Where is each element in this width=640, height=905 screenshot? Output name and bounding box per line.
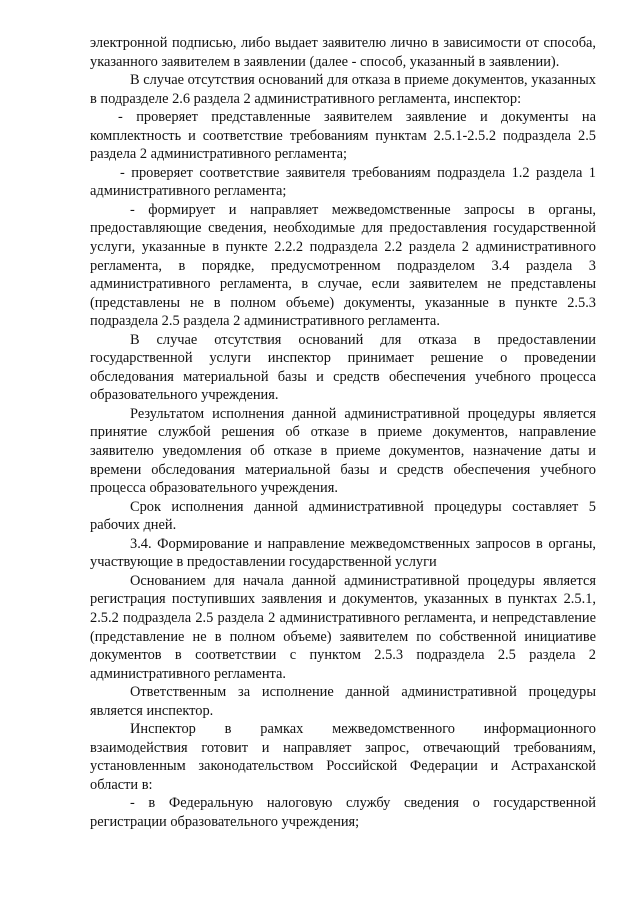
list-item-check-applicant: - проверяет соответствие заявителя требованиям подраздела 1.2 раздела 1 административного регламента; <box>90 164 596 200</box>
list-item-tax-service: - в Федеральную налоговую службу сведения о государственной регистрации образовательного учреждения; <box>90 795 596 830</box>
list-item-check-documents: - проверяет представленные заявителем заявление и документы на комплектность и соответствие требованиям пунктам 2.5.1-2.5.2 подраздела 2.5 раздела 2 административного регламента; <box>90 109 596 163</box>
paragraph-1: электронной подписью, либо выдает заявителю лично в зависимости от способа, указанного заявителем в заявлении (далее - способ, указанный в заявлении). <box>90 35 596 70</box>
document-page <box>90 34 596 832</box>
section-heading-3-4: 3.4. Формирование и направление межведомственных запросов в органы, участвующие в предоставлении государственной услуги <box>90 535 596 571</box>
paragraph-responsible: Ответственным за исполнение данной административной процедуры является инспектор. <box>90 684 596 719</box>
paragraph-decision: В случае отсутствия оснований для отказа в предоставлении государственной услуги инспектор принимает решение о проведении обследования материальной базы и средств обеспечения учебного процесса образовательного учреждения. <box>90 331 596 404</box>
paragraph-inspector-request: Инспектор в рамках межведомственного информационного взаимодействия готовит и направляет запрос, отвечающий требованиям, установленным законодательством Российской Федерации и Астраханской области в: <box>90 721 596 793</box>
paragraph-result: Результатом исполнения данной административной процедуры является принятие службой решения об отказе в приеме документов, направление заявителю уведомления об отказе в приеме документов, назначение даты и времени обследования материальной базы и средств обеспечения учебного процесса образовательного учреждения. <box>90 405 596 497</box>
list-item-interagency-requests: - формирует и направляет межведомственные запросы в органы, предоставляющие сведения, необходимые для предоставления государственной услуги, указанные в пункте 2.2.2 подраздела 2.2 раздела 2 административного регламента, в порядке, предусмотренном подразделом 3.4 раздела 3 административного регламента, в случае, если заявителем не представлены (представлены не в полном объеме) документы, указанные в пункте 2.5.3 подраздела 2.5 раздела 2 административного регламента. <box>90 201 596 330</box>
paragraph-2: В случае отсутствия оснований для отказа в приеме документов, указанных в подразделе 2.6 раздела 2 административного регламента, инспектор: <box>90 72 596 107</box>
paragraph-grounds: Основанием для начала данной административной процедуры является регистрация поступивших заявления и документов, указанных в пунктах 2.5.1, 2.5.2 подраздела 2.5 раздела 2 административного регламента, и непредставление (представление не в полном объеме) заявителем по собственной инициативе документов в соответствии с пунктом 2.5.3 подраздела 2.5 раздела 2 административного регламента. <box>90 572 596 682</box>
paragraph-deadline: Срок исполнения данной административной процедуры составляет 5 рабочих дней. <box>90 498 596 534</box>
